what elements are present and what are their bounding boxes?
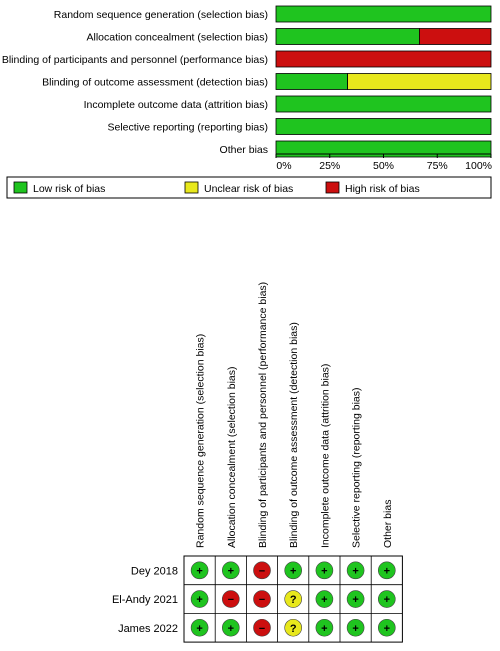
judgement-symbol: + bbox=[352, 594, 359, 607]
legend-label: Unclear risk of bias bbox=[204, 183, 294, 195]
x-tick-label: 100% bbox=[465, 160, 492, 172]
domain-label: Allocation concealment (selection bias) bbox=[86, 31, 268, 44]
judgement-symbol: ? bbox=[289, 594, 297, 607]
study-label: James 2022 bbox=[118, 622, 178, 635]
domain-label: Incomplete outcome data (attrition bias) bbox=[83, 99, 268, 111]
judgement-symbol: + bbox=[289, 565, 297, 578]
column-header: Allocation concealment (selection bias) bbox=[225, 366, 238, 548]
bar-segment bbox=[419, 29, 491, 45]
judgement-symbol: + bbox=[383, 565, 391, 578]
bar-segment bbox=[348, 74, 491, 90]
legend-swatch bbox=[14, 182, 27, 193]
bar-segment bbox=[276, 29, 419, 45]
judgement-symbol: + bbox=[321, 622, 328, 635]
legend-label: Low risk of bias bbox=[33, 183, 106, 195]
judgement-symbol: − bbox=[258, 565, 266, 578]
x-tick-label: 0% bbox=[276, 160, 292, 172]
judgement-symbol: + bbox=[196, 565, 203, 578]
bar-segment bbox=[276, 51, 491, 67]
domain-label: Random sequence generation (selection bias) bbox=[53, 9, 268, 21]
judgement-symbol: − bbox=[258, 594, 266, 607]
legend-swatch bbox=[185, 182, 198, 193]
judgement-symbol: + bbox=[227, 622, 235, 635]
column-header: Incomplete outcome data (attrition bias) bbox=[319, 363, 332, 548]
column-header: Blinding of participants and personnel (performance bias) bbox=[257, 281, 269, 548]
bar-segment bbox=[276, 96, 491, 112]
x-tick-label: 75% bbox=[426, 160, 448, 172]
bar-segment bbox=[276, 119, 491, 135]
bar-segment bbox=[276, 6, 491, 22]
judgement-symbol: + bbox=[321, 565, 328, 578]
legend-label: High risk of bias bbox=[345, 183, 420, 195]
judgement-symbol: + bbox=[196, 622, 203, 635]
bar-segment bbox=[276, 74, 348, 90]
judgement-symbol: − bbox=[227, 594, 235, 607]
judgement-symbol: + bbox=[352, 565, 359, 578]
judgement-symbol: ? bbox=[289, 622, 297, 635]
study-label: Dey 2018 bbox=[130, 565, 178, 578]
legend-swatch bbox=[326, 182, 339, 193]
domain-label: Blinding of participants and personnel (performance bias) bbox=[1, 54, 268, 66]
column-header: Selective reporting (reporting bias) bbox=[350, 387, 363, 548]
judgement-symbol: + bbox=[227, 565, 235, 578]
column-header: Random sequence generation (selection bias) bbox=[194, 333, 207, 548]
judgement-symbol: + bbox=[352, 622, 359, 635]
column-header: Blinding of outcome assessment (detection bias) bbox=[288, 322, 301, 548]
risk-of-bias-summary bbox=[0, 240, 500, 650]
judgement-symbol: − bbox=[258, 622, 266, 635]
risk-of-bias-graph bbox=[0, 0, 500, 236]
domain-label: Selective reporting (reporting bias) bbox=[107, 121, 268, 134]
domain-label: Blinding of outcome assessment (detection bias) bbox=[42, 76, 268, 89]
column-header: Other bias bbox=[381, 499, 394, 548]
judgement-symbol: + bbox=[383, 594, 391, 607]
x-tick-label: 50% bbox=[372, 160, 395, 172]
judgement-symbol: + bbox=[383, 622, 391, 635]
domain-label: Other bias bbox=[219, 144, 268, 156]
judgement-symbol: + bbox=[196, 594, 203, 607]
judgement-symbol: + bbox=[321, 594, 328, 607]
study-label: El-Andy 2021 bbox=[111, 594, 178, 607]
x-tick-label: 25% bbox=[319, 160, 341, 172]
